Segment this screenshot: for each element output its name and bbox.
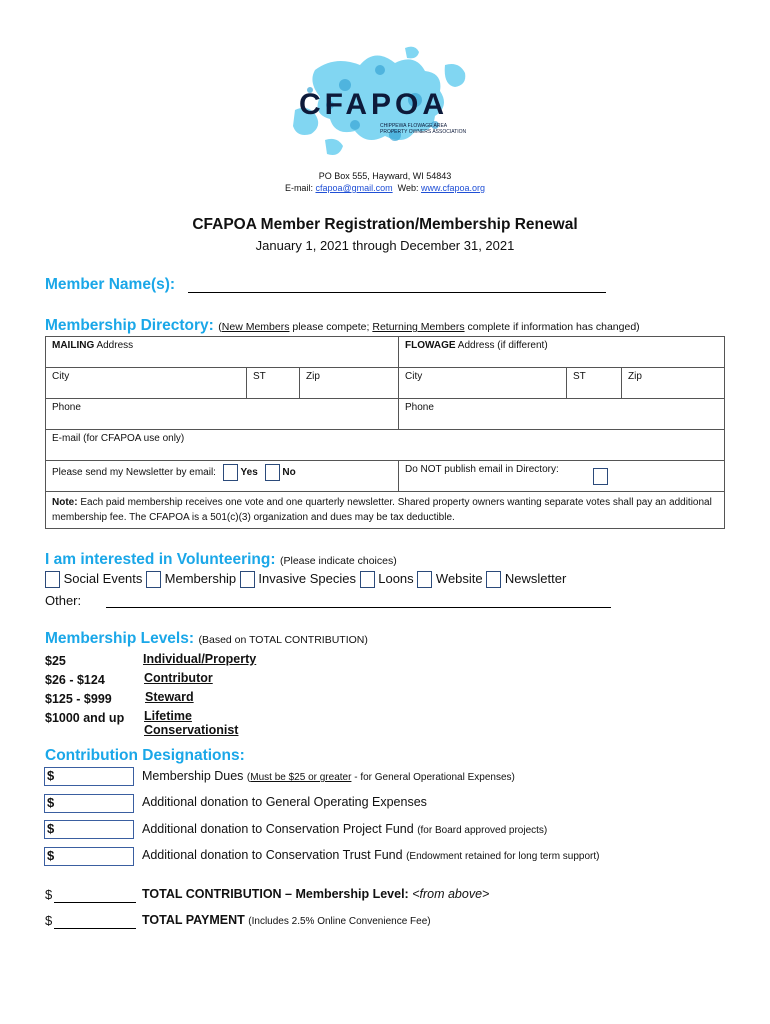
mailing-phone-cell[interactable]: Phone	[46, 399, 399, 430]
membership-dues-input[interactable]: $	[44, 767, 134, 786]
mailing-zip-cell[interactable]: Zip	[300, 368, 399, 399]
level-row	[45, 690, 194, 709]
newsletter-label: Please send my Newsletter by email:	[52, 467, 216, 479]
flowage-city-cell[interactable]: City	[399, 368, 567, 399]
address-line: PO Box 555, Hayward, WI 54843	[318, 171, 452, 181]
conservation-project-input[interactable]: $	[44, 820, 134, 839]
volunteer-heading: I am interested in Volunteering:	[45, 551, 276, 568]
level-row	[45, 671, 213, 690]
volunteer-membership-checkbox[interactable]	[146, 571, 161, 588]
newsletter-no-label: No	[282, 467, 296, 479]
newsletter-yes-checkbox[interactable]	[223, 464, 238, 481]
level-name: Contributor	[144, 671, 213, 685]
logo-subtext-line2: PROPERTY OWNERS ASSOCIATION	[380, 129, 467, 135]
directory-table	[45, 336, 725, 529]
contact-line	[0, 183, 770, 193]
general-operating-input[interactable]: $	[44, 794, 134, 813]
flowage-st-cell[interactable]: ST	[567, 368, 622, 399]
flowage-address-cell[interactable]: FLOWAGE Address (if different)	[399, 337, 725, 368]
member-name-field[interactable]	[188, 292, 606, 293]
level-name: Individual/Property	[143, 652, 257, 666]
cfapoa-logo	[285, 40, 480, 170]
email-cell[interactable]: E-mail (for CFAPOA use only)	[46, 430, 725, 461]
flowage-phone-cell[interactable]: Phone	[399, 399, 725, 430]
level-amount: $26 - $124	[45, 673, 105, 687]
newsletter-cell	[46, 461, 399, 492]
no-publish-label: Do NOT publish email in Directory:	[405, 464, 559, 475]
general-operating-label: Additional donation to General Operating Expenses	[142, 795, 427, 809]
newsletter-yes-label: Yes	[240, 467, 258, 479]
volunteer-newsletter-label: Newsletter	[504, 571, 567, 586]
logo-subtext	[380, 123, 480, 135]
volunteer-website-checkbox[interactable]	[417, 571, 432, 588]
volunteer-newsletter-checkbox[interactable]	[486, 571, 501, 588]
email-link[interactable]: cfapoa@gmail.com	[315, 183, 393, 193]
levels-heading-row	[45, 630, 368, 648]
web-link[interactable]: www.cfapoa.org	[421, 183, 486, 193]
volunteer-invasive-species-checkbox[interactable]	[240, 571, 255, 588]
note-bold: Note:	[52, 497, 78, 508]
directory-heading: Membership Directory:	[45, 317, 214, 334]
total-payment-currency: $	[45, 913, 53, 928]
volunteer-invasive-species-label: Invasive Species	[258, 571, 356, 586]
volunteer-other-field[interactable]	[106, 607, 611, 608]
directory-note: (New Members please compete; Returning Members complete if information has changed)	[218, 321, 640, 333]
levels-note: (Based on TOTAL CONTRIBUTION)	[198, 634, 368, 646]
level-name: Lifetime Conservationist	[144, 709, 239, 737]
contributions-heading: Contribution Designations:	[45, 747, 245, 764]
level-amount: $1000 and up	[45, 711, 125, 725]
total-contribution-currency: $	[45, 887, 53, 902]
conservation-trust-label: Additional donation to Conservation Trust Fund (Endowment retained for long term support)	[142, 848, 600, 862]
logo-subtext-line1: CHIPPEWA FLOWAGE AREA	[380, 123, 448, 129]
membership-dues-label: Membership Dues (Must be $25 or greater - for General Operational Expenses)	[142, 769, 515, 783]
member-name-label: Member Name(s):	[45, 276, 176, 293]
level-amount: $25	[45, 654, 66, 668]
mailing-st-cell[interactable]: ST	[247, 368, 300, 399]
volunteer-loons-checkbox[interactable]	[360, 571, 375, 588]
flowage-zip-cell[interactable]: Zip	[622, 368, 725, 399]
volunteer-heading-row	[45, 551, 397, 569]
page-title: CFAPOA Member Registration/Membership Renewal	[192, 216, 578, 233]
levels-list	[45, 652, 257, 737]
volunteer-loons-label: Loons	[378, 571, 414, 586]
email-label: E-mail:	[284, 183, 313, 193]
newsletter-no-checkbox[interactable]	[265, 464, 280, 481]
web-label: Web:	[397, 183, 419, 193]
volunteer-note: (Please indicate choices)	[279, 555, 397, 567]
membership-note-cell	[46, 492, 725, 529]
total-contribution-field[interactable]	[54, 902, 136, 903]
volunteer-options	[45, 571, 566, 588]
level-name: Steward	[145, 690, 194, 704]
note-text: Each paid membership receives one vote and one quarterly newsletter. Shared property owners wanting separate votes shall pay an additional membership fee. The CFAPOA is a 501(c)(3) organization and dues may be tax deductible.	[52, 497, 712, 523]
logo-text: CFAPOA	[299, 88, 449, 121]
volunteer-membership-label: Membership	[164, 571, 237, 586]
volunteer-social-events-label: Social Events	[63, 571, 143, 586]
volunteer-website-label: Website	[435, 571, 483, 586]
level-row	[45, 709, 239, 737]
conservation-project-label: Additional donation to Conservation Project Fund (for Board approved projects)	[142, 822, 548, 836]
page-subtitle: January 1, 2021 through December 31, 2021	[255, 238, 515, 253]
total-contribution-label: TOTAL CONTRIBUTION – Membership Level: <from above>	[142, 887, 490, 901]
directory-heading-row	[45, 317, 640, 335]
level-row	[45, 652, 257, 671]
no-publish-cell	[399, 461, 725, 492]
conservation-trust-input[interactable]: $	[44, 847, 134, 866]
volunteer-other-label: Other:	[45, 593, 82, 608]
no-publish-checkbox[interactable]	[593, 468, 608, 485]
mailing-city-cell[interactable]: City	[46, 368, 247, 399]
levels-heading: Membership Levels:	[45, 630, 195, 647]
mailing-address-cell[interactable]: MAILING Address	[46, 337, 399, 368]
level-amount: $125 - $999	[45, 692, 112, 706]
total-payment-field[interactable]	[54, 928, 136, 929]
total-payment-label: TOTAL PAYMENT (Includes 2.5% Online Convenience Fee)	[142, 913, 431, 927]
volunteer-social-events-checkbox[interactable]	[45, 571, 60, 588]
